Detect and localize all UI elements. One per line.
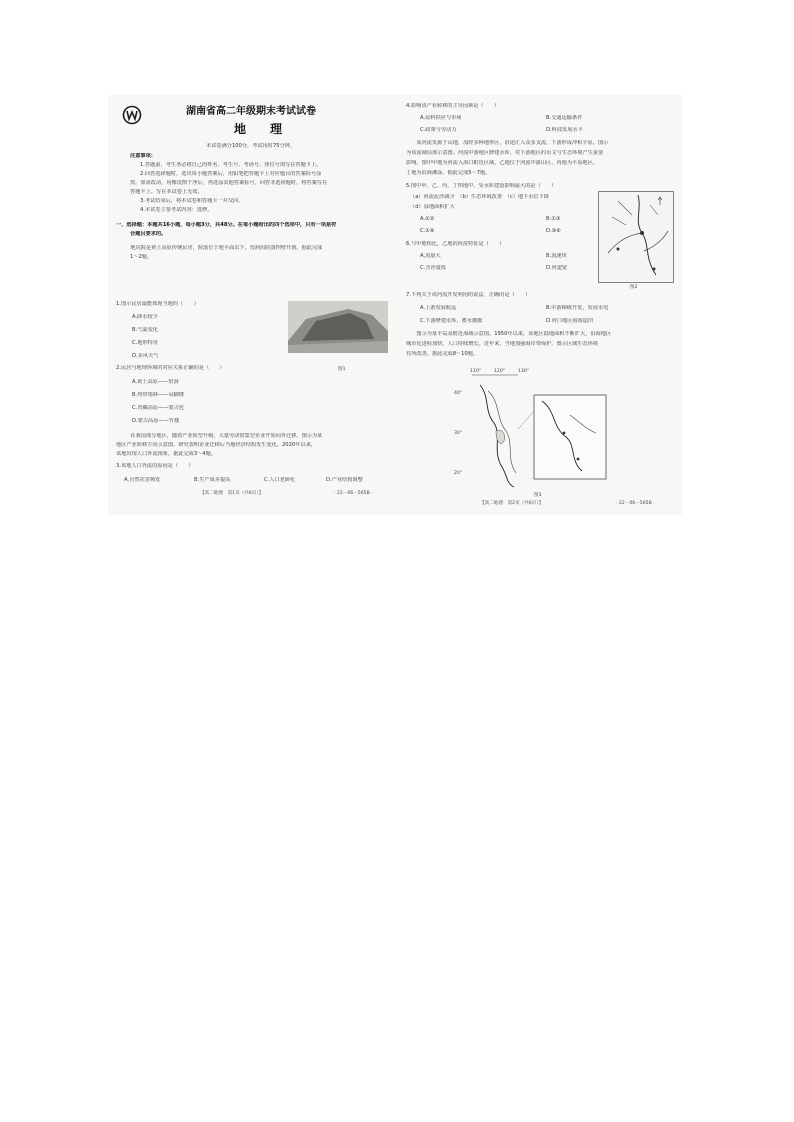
q3-option-b[interactable]: B.生产成本提高 — [194, 477, 231, 483]
question-3: 3.该地人口外流的原因是（ ） — [116, 463, 194, 469]
q2-option-a[interactable]: A.黄土高原——窑洞 — [132, 379, 179, 385]
map2-label: 130° — [518, 369, 530, 374]
question-6: 6.与甲地相比，乙地的河流特征是（ ） — [406, 241, 505, 247]
passage-line: 为该流域局部示意图。河流中游地区修建水库，对下游地区的水文与生态环境产生重要 — [406, 150, 604, 156]
photo-caption: 图1 — [338, 367, 346, 372]
map2-caption: 图3 — [534, 493, 542, 498]
note-line: 答题卡上。写在本试卷上无效。 — [130, 189, 203, 195]
exam-intro: 本试卷满分100分，考试用时75分钟。 — [206, 143, 296, 149]
passage-line: 图示为某半岛及附近海域示意图。1950年以来，该地区陆地面积不断扩大，沿海地区 — [406, 331, 612, 337]
map2-label: 30° — [454, 431, 463, 436]
river-basin-map — [598, 191, 674, 283]
q1-option-b[interactable]: B.气温变化 — [132, 327, 158, 333]
passage-line: 1～2题。 — [130, 254, 153, 260]
q6-option-a[interactable]: A.流量大 — [420, 253, 441, 259]
q4-option-c[interactable]: C.政策与劳动力 — [420, 127, 457, 133]
q7-option-c[interactable]: C.下游修建水库，蓄水灌溉 — [420, 318, 483, 324]
q4-option-b[interactable]: B.交通运输条件 — [546, 115, 583, 121]
footer-left: 【高二地理 第1页（共6页）】 — [200, 491, 264, 496]
question-2: 2.民居与地理环境的对应关系正确的是（ ） — [116, 365, 225, 371]
dwelling-photo — [288, 301, 388, 353]
q1-option-a[interactable]: A.降水较少 — [132, 314, 158, 320]
section-heading-cont: 合题目要求的。 — [130, 231, 167, 237]
q4-option-a[interactable]: A.原料供应与市场 — [420, 115, 462, 121]
footer-right: 【高二地理 第2页（共6页）】 — [480, 501, 544, 506]
footer-left-code: · 22－06－565B · — [334, 491, 373, 496]
left-column — [116, 95, 394, 515]
q3-option-c[interactable]: C.人口老龄化 — [264, 477, 296, 483]
exam-sheet — [108, 95, 682, 515]
question-7: 7.下列关于该河流开发利用的说法，正确的是（ ） — [406, 292, 531, 298]
q3-option-a[interactable]: A.自然灾害频发 — [124, 477, 161, 483]
map2-label: 40° — [454, 391, 463, 396]
question-5: 5.图中甲、乙、丙、丁四地中，受水库建设影响最大的是（ ） — [406, 183, 557, 189]
right-column — [406, 95, 676, 515]
note-line: 黑。如需改动，用橡皮擦干净后，再选涂其他答案标号。回答非选择题时，将答案写在 — [130, 180, 328, 186]
q1-option-d[interactable]: D.多风天气 — [132, 353, 159, 359]
section-heading: 一、选择题：本题共16小题，每小题3分，共48分。在每小题给出的四个选项中，只有一项是符 — [116, 222, 337, 228]
passage-line: 城市化进程加快，人口持续增长。近年来，当地加强海岸带保护，图示区域生态环境 — [406, 341, 598, 347]
q3-option-d[interactable]: D.产业结构调整 — [326, 477, 363, 483]
q5-option-a[interactable]: A.①② — [420, 216, 435, 222]
q7-option-d[interactable]: D.河口地区围海造田 — [546, 318, 594, 324]
passage-line: 某河流发源于山地，流经多种地形区，沿途汇入众多支流，下游形成冲积平原。图示 — [406, 140, 609, 146]
q7-option-b[interactable]: B.中游梯级开发，发展水电 — [546, 305, 609, 311]
q6-option-c[interactable]: C.含沙量低 — [420, 265, 447, 271]
publisher-logo-icon — [122, 105, 142, 125]
passage-line: 地区产业转移方向示意图。研究表明企业迁移后当地经济结构发生变化。2020年以来， — [116, 442, 316, 448]
passage-line: 丁地为沿海滩涂。据此完成5～7题。 — [406, 170, 491, 176]
note-line: 2.回答选择题时，选出每小题答案后，用铅笔把答题卡上对应题目的答案标号涂 — [140, 171, 322, 177]
note-line: 4.本试卷主要考试内容：选修。 — [140, 207, 213, 213]
question-4: 4.影响该产业转移的主导因素是（ ） — [406, 103, 500, 109]
note-line: 1.答题前，考生务必将自己的姓名、考生号、考场号、座位号填写在答题卡上。 — [140, 162, 322, 168]
exam-title: 湖南省高二年级期末考试试卷 — [186, 106, 316, 117]
question-1: 1.图示民居最能体现当地的（ ） — [116, 301, 199, 307]
map1-caption: 图2 — [630, 285, 638, 290]
passage-line: 该地出现人口外流现象。据此完成3～4题。 — [116, 451, 216, 457]
q5-option-d[interactable]: D.③④ — [546, 228, 561, 234]
q1-option-c[interactable]: C.地形特征 — [132, 340, 159, 346]
q6-option-d[interactable]: D.河道宽 — [546, 265, 568, 271]
q5-sub: （a）河流泥沙减少 （b）生态环境改善 （c）地下水位下降 — [410, 194, 549, 200]
q2-option-b[interactable]: B.热带雨林——吊脚楼 — [132, 392, 184, 398]
map2-label: 120° — [494, 369, 506, 374]
passage-line: 在我国部分地区，随着产业转型升级，大量劳动密集型企业开始向外迁移。图示为某 — [120, 433, 323, 439]
q5-option-c[interactable]: C.①④ — [420, 228, 435, 234]
q2-option-d[interactable]: D.蒙古高原——竹楼 — [132, 418, 180, 424]
notes-heading: 注意事项： — [130, 153, 156, 159]
peninsula-map — [466, 371, 616, 489]
q6-option-b[interactable]: B.流速快 — [546, 253, 567, 259]
q4-option-d[interactable]: D.科技发展水平 — [546, 127, 583, 133]
map2-label: 110° — [470, 369, 482, 374]
exam-subject: 地 理 — [234, 122, 283, 136]
map2-label: 20° — [454, 471, 463, 476]
note-line: 3.考试结束后，将本试卷和答题卡一并交回。 — [140, 198, 244, 204]
passage-line: 地坑院是黄土高原传统民居，院落位于地平面以下，窑洞沿院落四壁开凿。据此完成 — [120, 245, 323, 251]
q2-option-c[interactable]: C.青藏高原——蒙古包 — [132, 405, 184, 411]
passage-line: 影响。图中甲地为河流入海口附近区域，乙地位于河流中游山区，丙地为平原地区， — [406, 160, 598, 166]
footer-right-code: · 22－06－565B · — [616, 501, 655, 506]
q7-option-a[interactable]: A.上游发展航运 — [420, 305, 457, 311]
q5-sub2: （d）湿地面积扩大 — [410, 204, 455, 210]
passage-line: 有所改善。据此完成8～10题。 — [406, 351, 479, 357]
q5-option-b[interactable]: B.②③ — [546, 216, 561, 222]
